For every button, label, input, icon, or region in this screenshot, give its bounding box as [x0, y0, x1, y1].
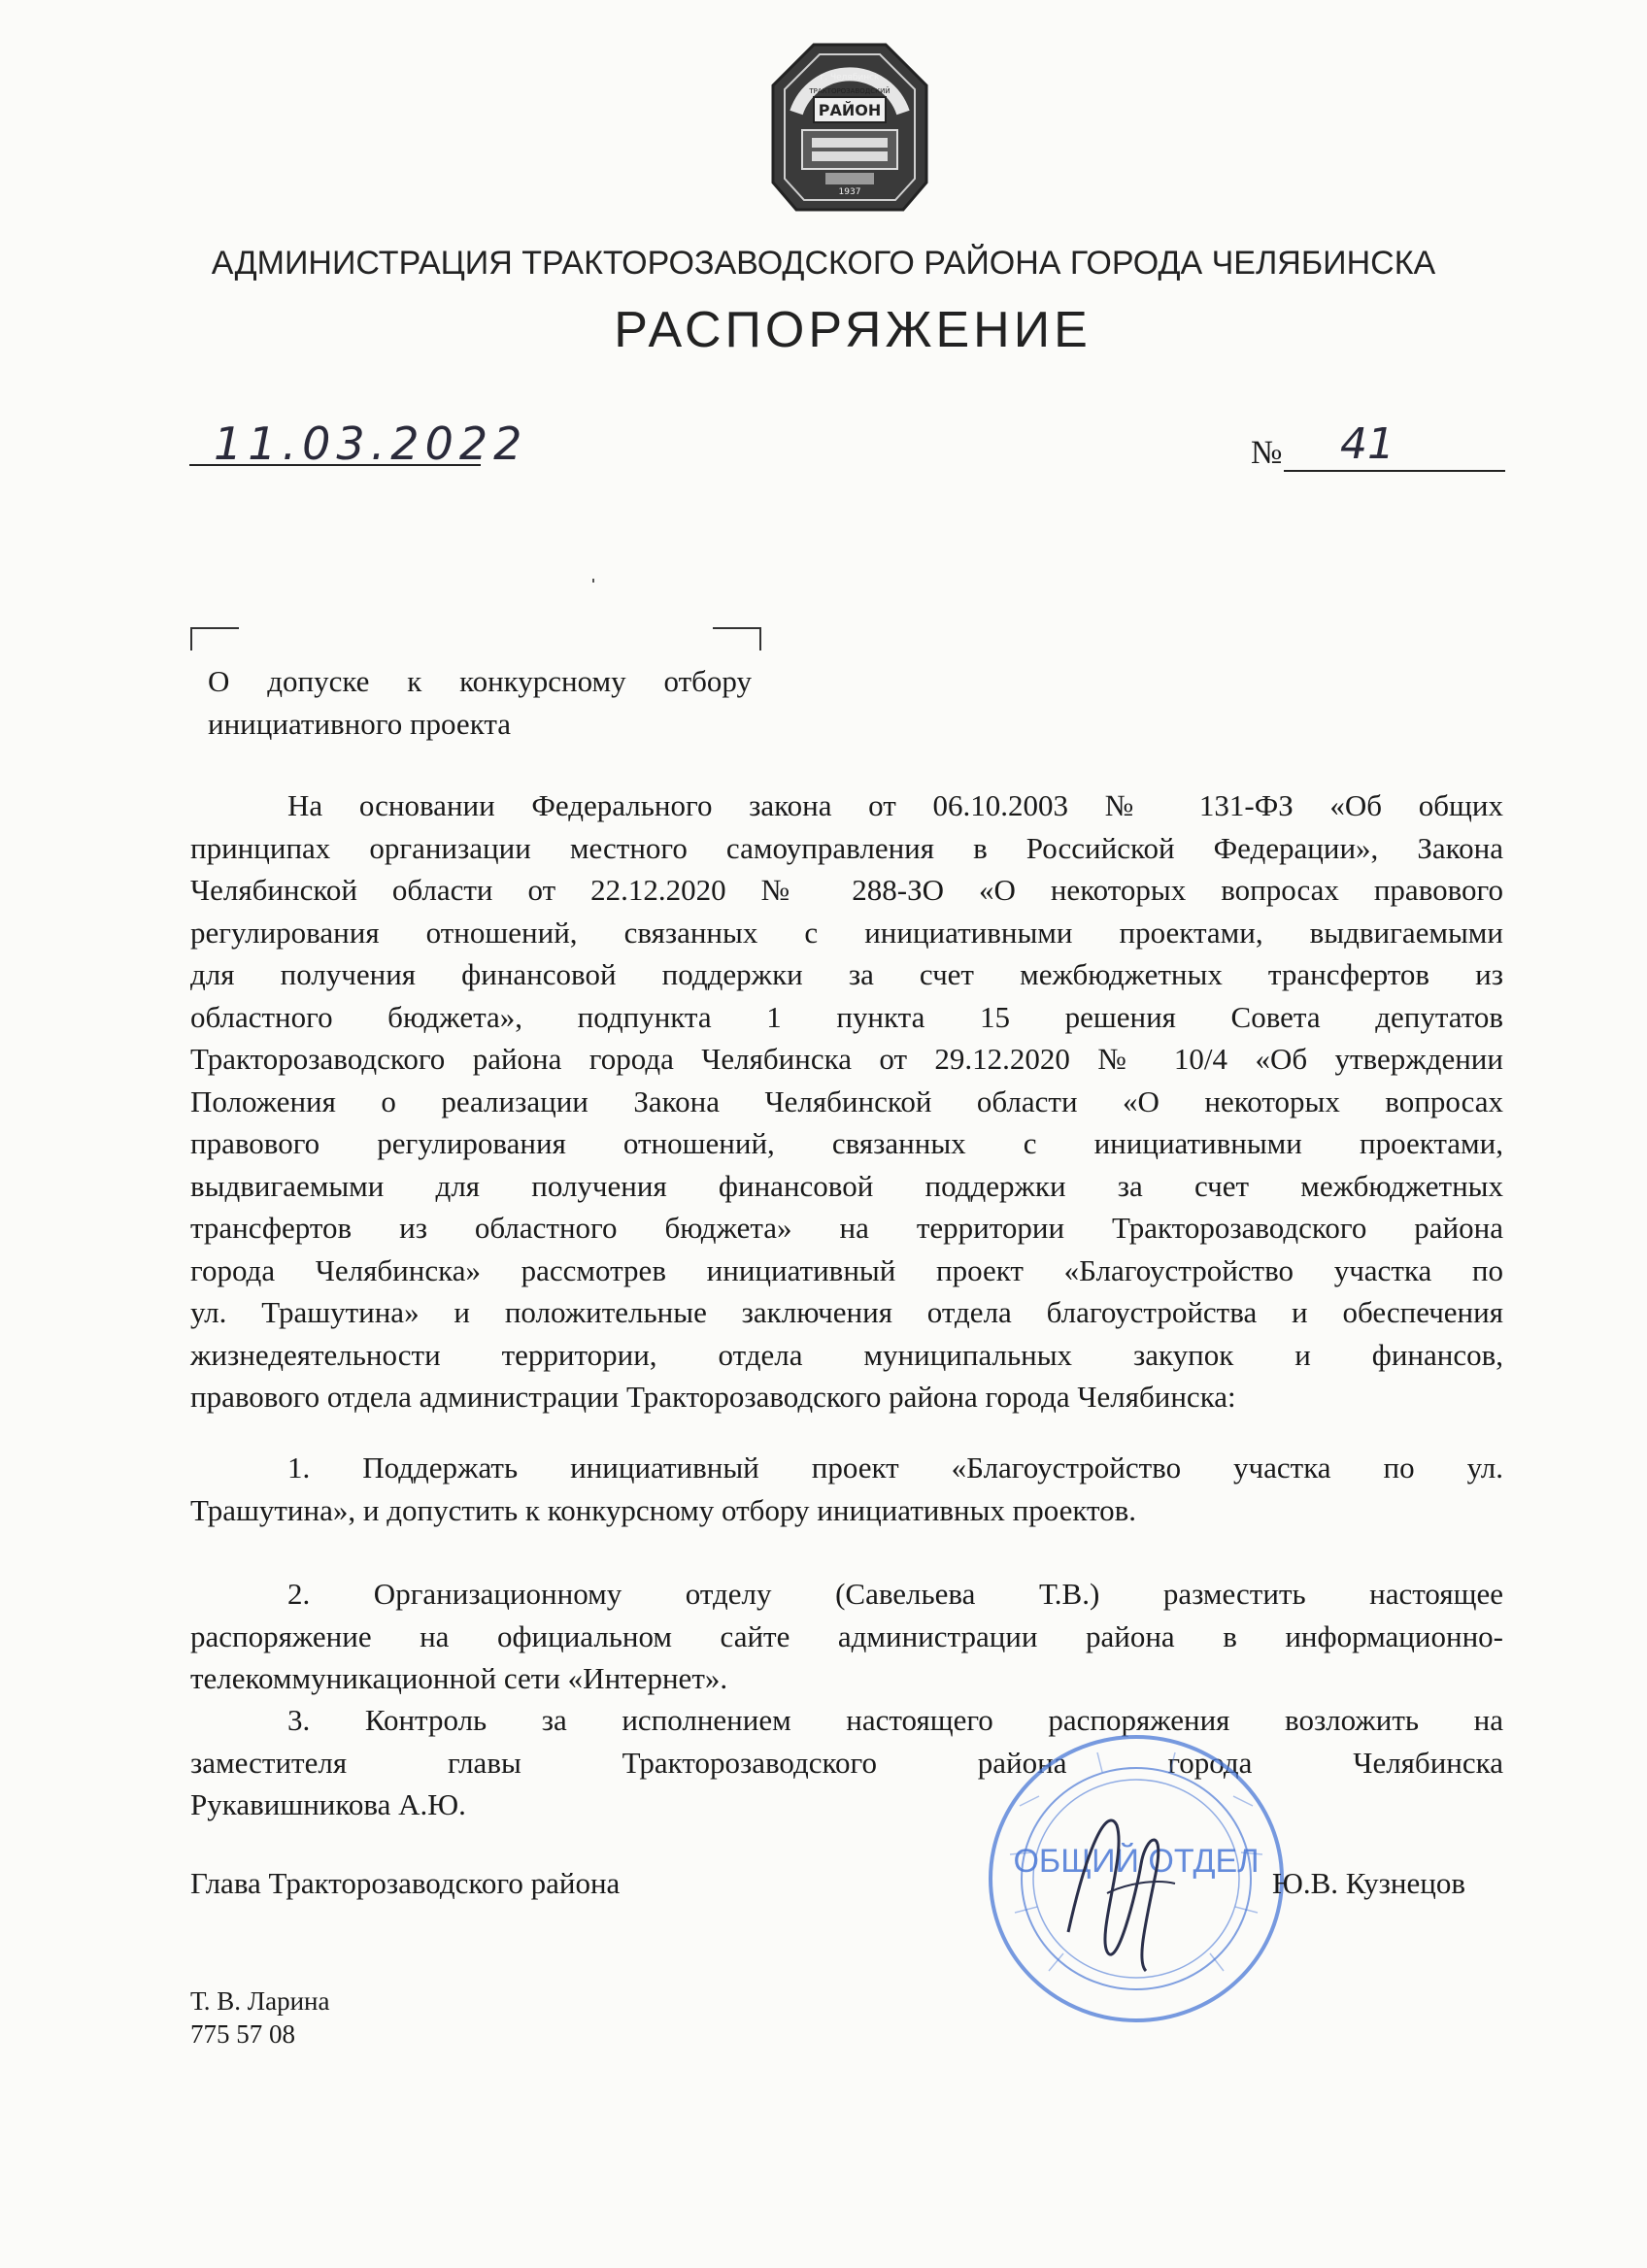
number-underline: [1284, 470, 1505, 472]
text-line: Положения о реализации Закона Челябинской области «О некоторых вопросах: [190, 1084, 1503, 1118]
text-line: ул. Трашутина» и положительные заключения отдела благоустройства и обеспечения: [190, 1295, 1503, 1329]
order-item-3: [190, 1699, 1503, 1826]
text-line: телекоммуникационной сети «Интернет».: [190, 1661, 728, 1695]
subject-bracket-left: [190, 627, 239, 650]
order-item-2: [190, 1573, 1503, 1700]
text-line: города Челябинска» рассмотрев инициативный проект «Благоустройство участка по: [190, 1252, 1503, 1287]
text-line: правового регулирования отношений, связанных с инициативными проектами,: [190, 1126, 1503, 1160]
number-label: №: [1251, 435, 1283, 471]
text-line: принципах организации местного самоуправления в Российской Федерации», Закона: [190, 830, 1503, 865]
text-line: Челябинской области от 22.12.2020 № 288-ЗО «О некоторых вопросах правового: [190, 873, 1503, 907]
text-line: Трашутина», и допустить к конкурсному отбору инициативных проектов.: [190, 1492, 1137, 1527]
page-tick-mark: [592, 579, 594, 583]
executor-name: Т. В. Ларина: [190, 1986, 330, 2016]
document-number: 41: [1340, 419, 1395, 469]
date-underline: [189, 464, 481, 466]
text-line: распоряжение на официальном сайте администрации района в информационно-: [190, 1618, 1503, 1653]
text-line: жизнедеятельности территории, отдела муниципальных закупок и финансов,: [190, 1337, 1503, 1372]
text-line: Рукавишникова А.Ю.: [190, 1787, 466, 1821]
emblem-city-text: г. Челябинск: [820, 73, 880, 83]
text-line: заместителя главы Тракторозаводского района города Челябинска: [190, 1745, 1503, 1780]
district-emblem-icon: [757, 37, 942, 221]
text-line: 3. Контроль за исполнением настоящего распоряжения возложить на: [287, 1703, 1503, 1737]
preamble-paragraph: [190, 784, 1503, 1418]
handwritten-signature: [1049, 1786, 1194, 1981]
text-line: 1. Поддержать инициативный проект «Благоустройство участка по ул.: [287, 1451, 1503, 1484]
document-type-title: РАСПОРЯЖЕНИЕ: [614, 302, 1092, 358]
text-line: Тракторозаводского района города Челябинска от 29.12.2020 № 10/4 «Об утверждении: [190, 1042, 1503, 1076]
document-subject: [208, 660, 752, 746]
emblem-year: 1937: [838, 187, 861, 197]
text-line: выдвигаемыми для получения финансовой поддержки за счет межбюджетных: [190, 1168, 1503, 1203]
subject-line: инициативного проекта: [208, 707, 512, 741]
stamp-text: ОБЩИЙ ОТДЕЛ: [1013, 1843, 1260, 1880]
emblem-arc-text: ТРАКТОРОЗАВОДСКИЙ: [809, 87, 891, 95]
text-line: для получения финансовой поддержки за счет межбюджетных трансфертов из: [190, 957, 1503, 991]
organization-title: АДМИНИСТРАЦИЯ ТРАКТОРОЗАВОДСКОГО РАЙОНА ГОРОДА ЧЕЛЯБИНСКА: [211, 245, 1436, 282]
text-line: трансфертов из областного бюджета» на территории Тракторозаводского района: [190, 1211, 1503, 1245]
text-line: На основании Федерального закона от 06.10.2003 № 131-ФЗ «Об общих: [287, 788, 1503, 822]
document-date: 11.03.2022: [214, 417, 528, 470]
signatory-name: Ю.В. Кузнецов: [1272, 1866, 1465, 1900]
text-line: областного бюджета», подпункта 1 пункта 15 решения Совета депутатов: [190, 999, 1503, 1034]
order-item-1: [190, 1447, 1503, 1531]
executor-info: [190, 1984, 329, 2051]
executor-phone: 775 57 08: [190, 2019, 295, 2049]
signatory-position: Глава Тракторозаводского района: [190, 1866, 621, 1900]
subject-bracket-right: [713, 627, 761, 650]
subject-line: О допуске к конкурсному отбору: [208, 664, 752, 698]
text-line: регулирования отношений, связанных с инициативными проектами, выдвигаемыми: [190, 915, 1503, 950]
emblem-main-text: РАЙОН: [818, 101, 882, 119]
text-line: правового отдела администрации Тракторозаводского района города Челябинска:: [190, 1380, 1236, 1414]
text-line: 2. Организационному отделу (Савельева Т.В.) разместить настоящее: [287, 1577, 1503, 1611]
